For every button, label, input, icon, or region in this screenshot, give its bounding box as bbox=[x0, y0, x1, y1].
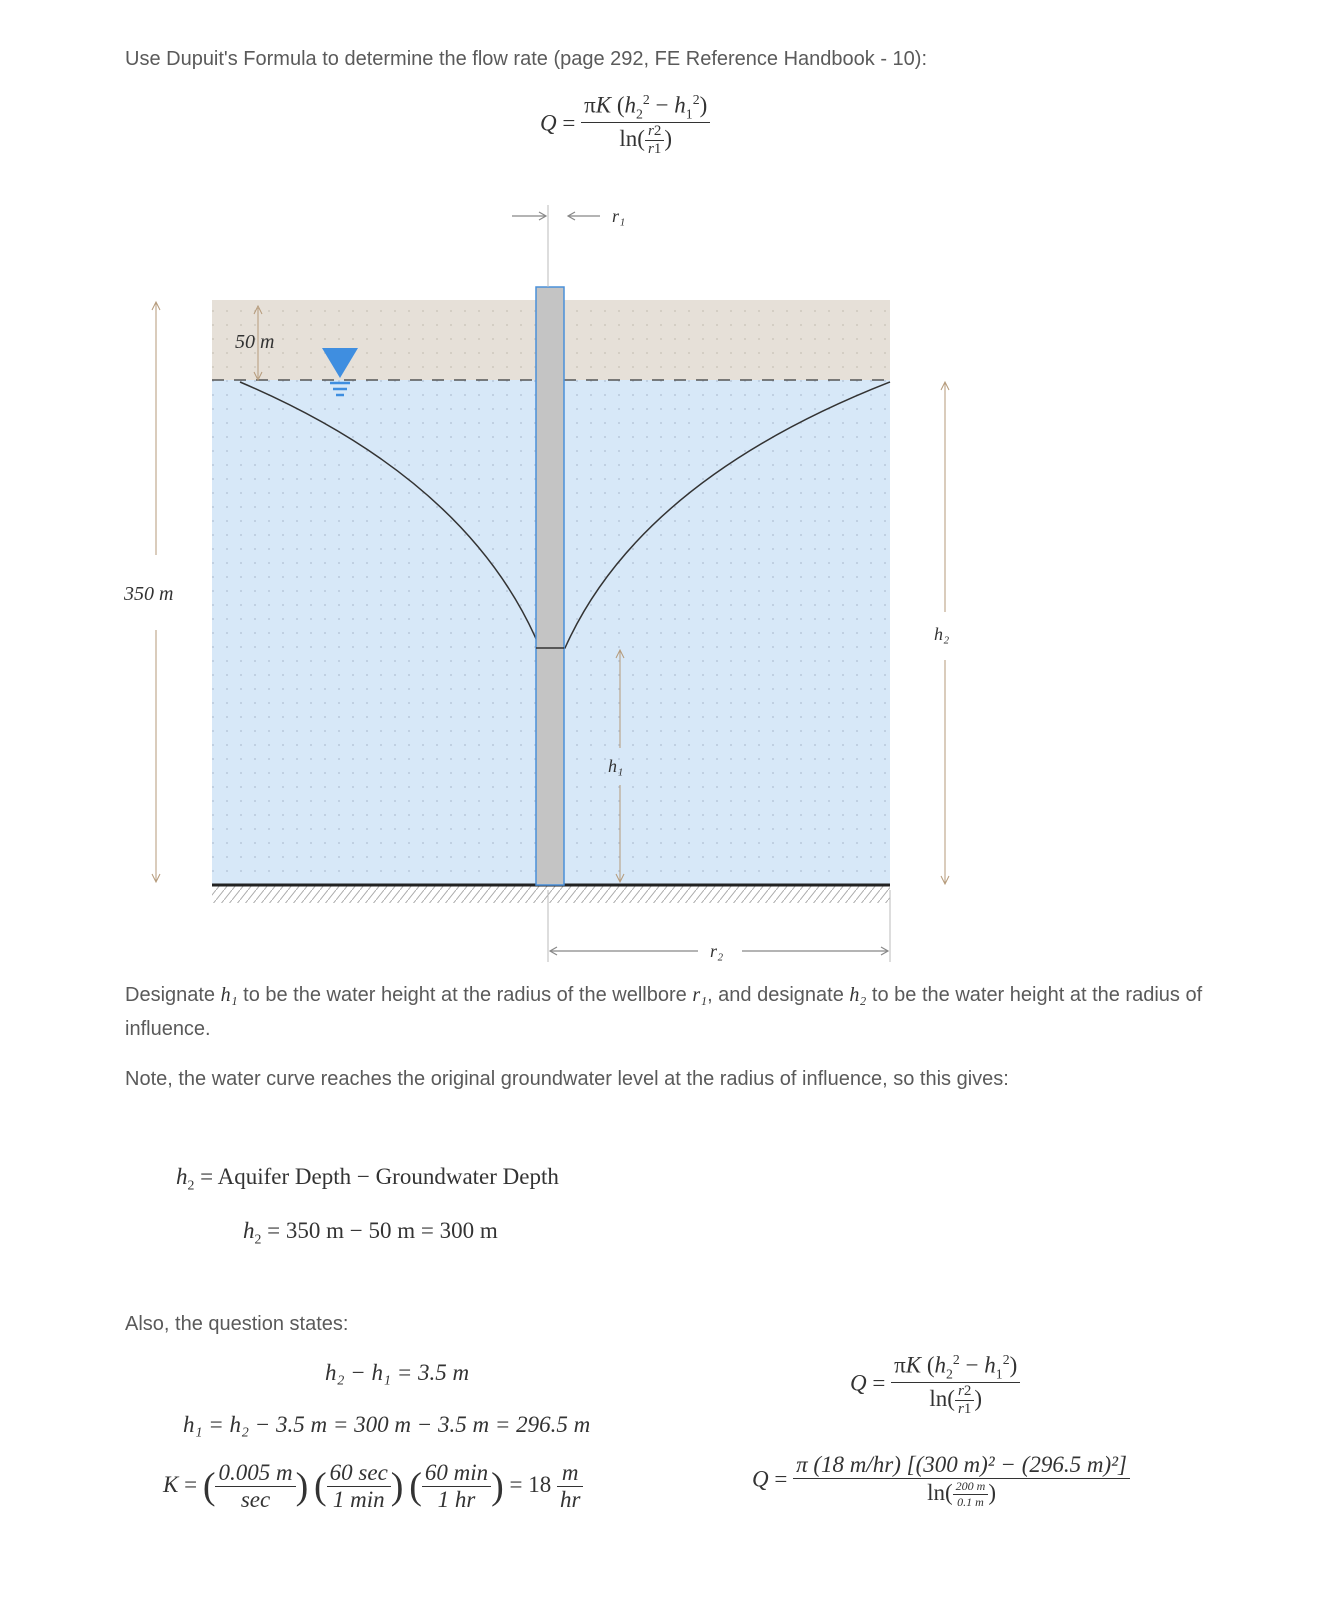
question-paragraph: Also, the question states: bbox=[125, 1313, 349, 1335]
designate-paragraph: Designate h₁ to be the water height at the radius of the wellbore r₁, and designate h₂ to be the water height at the radius of influence. bbox=[125, 984, 1203, 1040]
label-h1: h₁ bbox=[608, 756, 624, 776]
dupuit-formula: Q = πK $(h_2^2 - h_1^2)$ ln( $\frac{r2}{r1}$ ) bbox=[540, 92, 710, 158]
h-difference-eq: h₂ − h₁ = 3.5 m bbox=[325, 1360, 470, 1385]
h2-definition-eq: $h_2$ = Aquifer Depth − Groundwater Depth bbox=[176, 1164, 559, 1193]
k-conversion-eq: K = ( $\frac{0.005 m}{\sec}$ ) ( $\frac{60 \sec}{1 \min}$ ) ( $\frac{60 \min}{1 hr}$ ) = 18 $\frac{m}{hr}$ bbox=[163, 1460, 583, 1513]
label-r2: r₂ bbox=[710, 941, 724, 961]
label-50m: 50 m bbox=[235, 331, 275, 353]
note-paragraph: Note, the water curve reaches the original groundwater level at the radius of influence, so this gives: bbox=[125, 1068, 1009, 1090]
h2-value-eq: $h_2 = 350$ m − 50 m = 300 m bbox=[243, 1218, 498, 1247]
intro-text: Use Dupuit's Formula to determine the flow rate (page 292, FE Reference Handbook - 10): bbox=[125, 48, 928, 70]
q-formula-right: Q = πK $(h_2^2 - h_1^2)$ ln( $\frac{r2}{r1}$ ) bbox=[850, 1352, 1020, 1418]
h1-eq: h₁ = h₂ − 3.5 m = 300 m − 3.5 m = 296.5 m bbox=[183, 1412, 591, 1437]
q-substituted-eq: Q = π (18 m/hr) [(300 m)² − (296.5 m)²] ln( $\frac{200 m}{0.1 m}$ ) bbox=[752, 1452, 1130, 1510]
well-casing bbox=[536, 287, 564, 885]
label-h2: h₂ bbox=[934, 624, 950, 644]
label-r1: r₁ bbox=[612, 206, 626, 226]
label-350m: 350 m bbox=[124, 583, 174, 605]
